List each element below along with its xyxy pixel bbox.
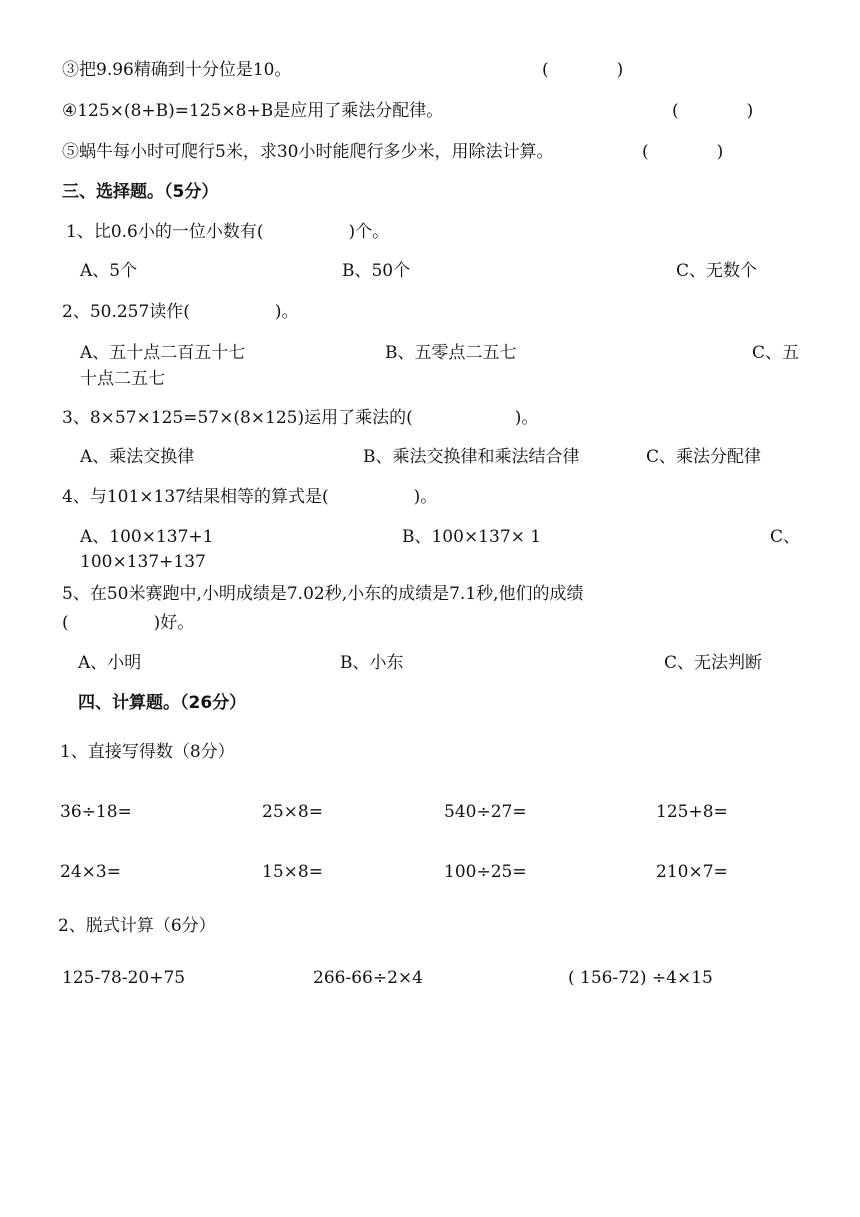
section-heading-calc: 四、计算题。（26分） <box>78 693 247 713</box>
calc-item: 125+8= <box>656 802 728 822</box>
choice-q5-stem-wrap: ( )好。 <box>62 613 195 633</box>
choice-q1-option-b[interactable]: B、50个 <box>342 261 411 281</box>
choice-q5-stem: 5、在50米赛跑中,小明成绩是7.02秒,小东的成绩是7.1秒,他们的成绩 <box>62 584 584 604</box>
calc-item: 210×7= <box>656 862 728 882</box>
answer-paren[interactable]: ( ) <box>642 142 724 162</box>
choice-q2-stem: 2、50.257读作( )。 <box>62 302 299 322</box>
judge-item-text: ④125×(8+B)=125×8+B是应用了乘法分配律。 <box>62 101 444 121</box>
answer-paren[interactable]: ( ) <box>542 60 624 80</box>
calc-item: 100÷25= <box>444 862 527 882</box>
choice-q2-option-b[interactable]: B、五零点二五七 <box>385 343 517 363</box>
choice-q4-option-b[interactable]: B、100×137× 1 <box>402 527 542 547</box>
choice-q1-option-c[interactable]: C、无数个 <box>676 261 758 281</box>
choice-q1-option-a[interactable]: A、5个 <box>80 261 138 281</box>
judge-item-text: ③把9.96精确到十分位是10。 <box>62 60 292 80</box>
choice-q3-option-a[interactable]: A、乘法交换律 <box>80 447 195 467</box>
choice-q4-option-c-wrap: 100×137+137 <box>80 552 206 572</box>
calc-sub-stepwise: 2、脱式计算（6分） <box>58 916 216 936</box>
choice-q5-option-c[interactable]: C、无法判断 <box>664 653 763 673</box>
judge-item-3 <box>62 58 291 82</box>
judge-item-5 <box>62 140 553 164</box>
choice-q3-stem: 3、8×57×125=57×(8×125)运用了乘法的( )。 <box>62 408 539 428</box>
calc-item: 24×3= <box>60 862 121 882</box>
judge-item-text: ⑤蜗牛每小时可爬行5米，求30小时能爬行多少米，用除法计算。 <box>62 142 554 162</box>
choice-q1-stem: 1、比0.6小的一位小数有( )个。 <box>66 222 390 242</box>
choice-q4-option-c[interactable]: C、 <box>770 527 801 547</box>
choice-q3-option-b[interactable]: B、乘法交换律和乘法结合律 <box>363 447 580 467</box>
calc-item: 125-78-20+75 <box>62 968 186 988</box>
choice-q2-option-a[interactable]: A、五十点二百五十七 <box>80 343 246 363</box>
calc-item: 266-66÷2×4 <box>313 968 423 988</box>
calc-sub-direct: 1、直接写得数（8分） <box>60 742 235 762</box>
choice-q2-option-c-wrap: 十点二五七 <box>80 369 165 389</box>
choice-q3-option-c[interactable]: C、乘法分配律 <box>646 447 762 467</box>
choice-q4-option-a[interactable]: A、100×137+1 <box>80 527 214 547</box>
section-heading-choice: 三、选择题。（5分） <box>62 182 219 202</box>
choice-q5-option-a[interactable]: A、小明 <box>78 653 142 673</box>
choice-q4-stem: 4、与101×137结果相等的算式是( )。 <box>62 487 438 507</box>
judge-item-4 <box>62 99 443 123</box>
choice-q5-option-b[interactable]: B、小东 <box>340 653 404 673</box>
calc-item: 540÷27= <box>444 802 527 822</box>
calc-item: 25×8= <box>262 802 323 822</box>
calc-item: 36÷18= <box>60 802 132 822</box>
choice-q2-option-c[interactable]: C、五 <box>752 343 800 363</box>
calc-item: 15×8= <box>262 862 323 882</box>
calc-item: ( 156-72) ÷4×15 <box>568 968 713 988</box>
answer-paren[interactable]: ( ) <box>672 101 754 121</box>
